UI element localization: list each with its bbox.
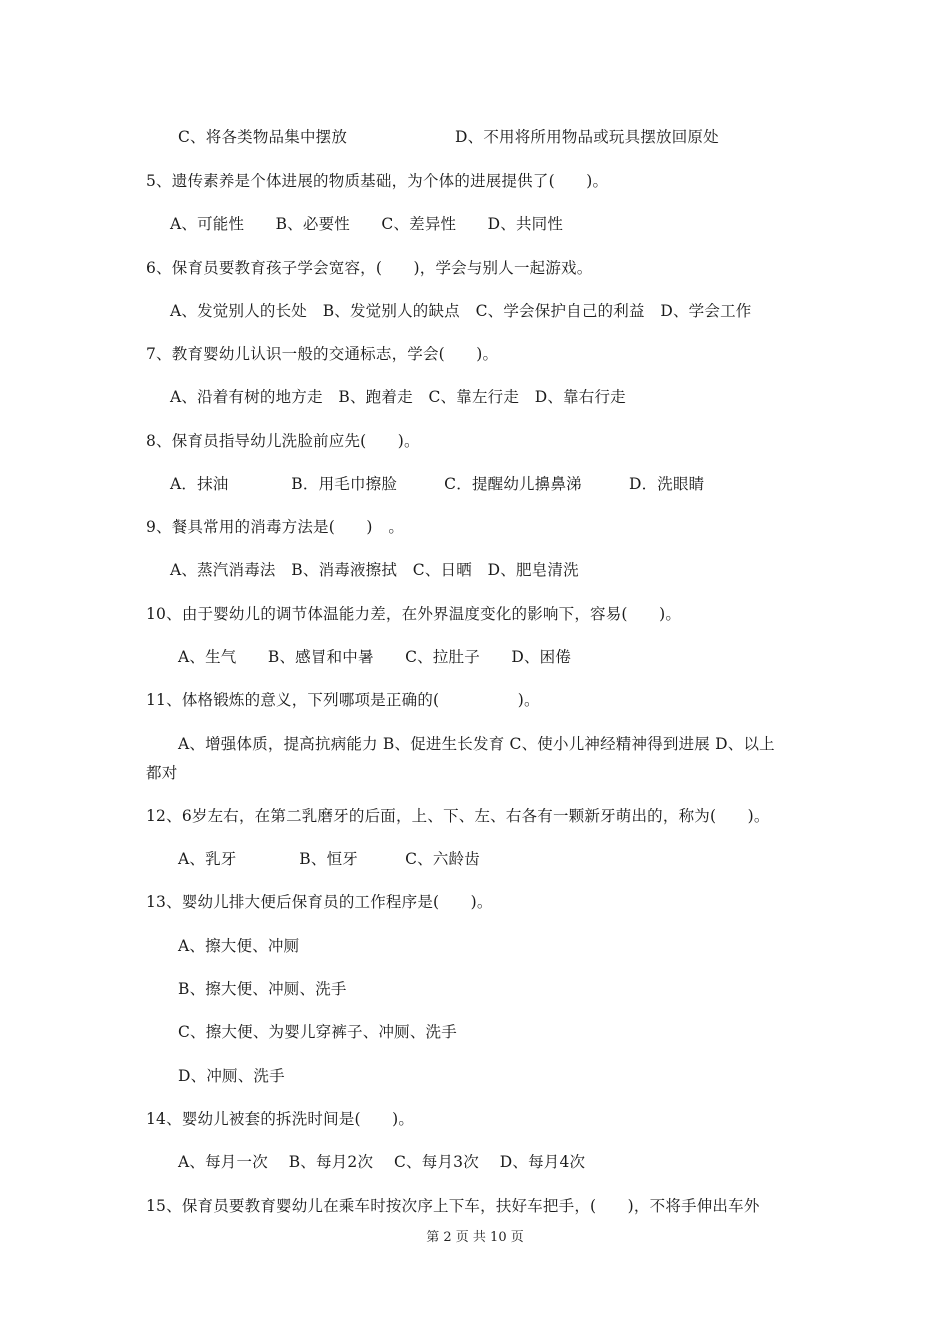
q4-option-d: D、不用将所用物品或玩具摆放回原处 <box>455 128 719 146</box>
question-10-options: A、生气 B、感冒和中暑 C、拉肚子 D、困倦 <box>178 648 572 666</box>
question-15: 15、保育员要教育婴幼儿在乘车时按次序上下车，扶好车把手，( )，不将手伸出车外 <box>146 1197 760 1215</box>
question-13-option-b: B、擦大便、冲厕、洗手 <box>178 980 347 998</box>
question-12-options: A、乳牙 B、恒牙 C、六龄齿 <box>178 850 480 868</box>
page-footer: 第 2 页 共 10 页 <box>426 1230 524 1245</box>
question-9: 9、餐具常用的消毒方法是( ) 。 <box>146 518 405 536</box>
question-12: 12、6岁左右，在第二乳磨牙的后面，上、下、左、右各有一颗新牙萌出的，称为( )。 <box>146 807 770 825</box>
question-13: 13、婴幼儿排大便后保育员的工作程序是( )。 <box>146 893 493 911</box>
question-14-options: A、每月一次 B、每月2次 C、每月3次 D、每月4次 <box>178 1153 586 1171</box>
question-14: 14、婴幼儿被套的拆洗时间是( )。 <box>146 1110 415 1128</box>
question-9-options: A、蒸汽消毒法 B、消毒液擦拭 C、日晒 D、肥皂清洗 <box>170 561 579 579</box>
question-11-options-line-2: 都对 <box>146 764 178 782</box>
question-6-options: A、发觉别人的长处 B、发觉别人的缺点 C、学会保护自己的利益 D、学会工作 <box>170 302 752 320</box>
question-13-option-d: D、冲厕、洗手 <box>178 1067 285 1085</box>
question-11: 11、体格锻炼的意义，下列哪项是正确的( )。 <box>146 691 540 709</box>
question-7-options: A、沿着有树的地方走 B、跑着走 C、靠左行走 D、靠右行走 <box>170 388 626 406</box>
question-11-options-line-1: A、增强体质，提高抗病能力 B、促进生长发育 C、使小儿神经精神得到进展 D、以上 <box>178 735 775 753</box>
question-10: 10、由于婴幼儿的调节体温能力差，在外界温度变化的影响下，容易( )。 <box>146 605 682 623</box>
question-5-options: A、可能性 B、必要性 C、差异性 D、共同性 <box>170 215 564 233</box>
question-8-options: A．抹油 B．用毛巾擦脸 C．提醒幼儿擤鼻涕 D．洗眼睛 <box>170 475 705 493</box>
question-13-option-c: C、擦大便、为婴儿穿裤子、冲厕、洗手 <box>178 1023 457 1041</box>
question-7: 7、教育婴幼儿认识一般的交通标志，学会( )。 <box>146 345 499 363</box>
q4-option-c: C、将各类物品集中摆放 <box>178 128 348 146</box>
question-6: 6、保育员要教育孩子学会宽容，( )，学会与别人一起游戏。 <box>146 259 593 277</box>
question-8: 8、保育员指导幼儿洗脸前应先( )。 <box>146 432 420 450</box>
question-5: 5、遗传素养是个体进展的物质基础，为个体的进展提供了( )。 <box>146 172 609 190</box>
question-13-option-a: A、擦大便、冲厕 <box>178 937 300 955</box>
